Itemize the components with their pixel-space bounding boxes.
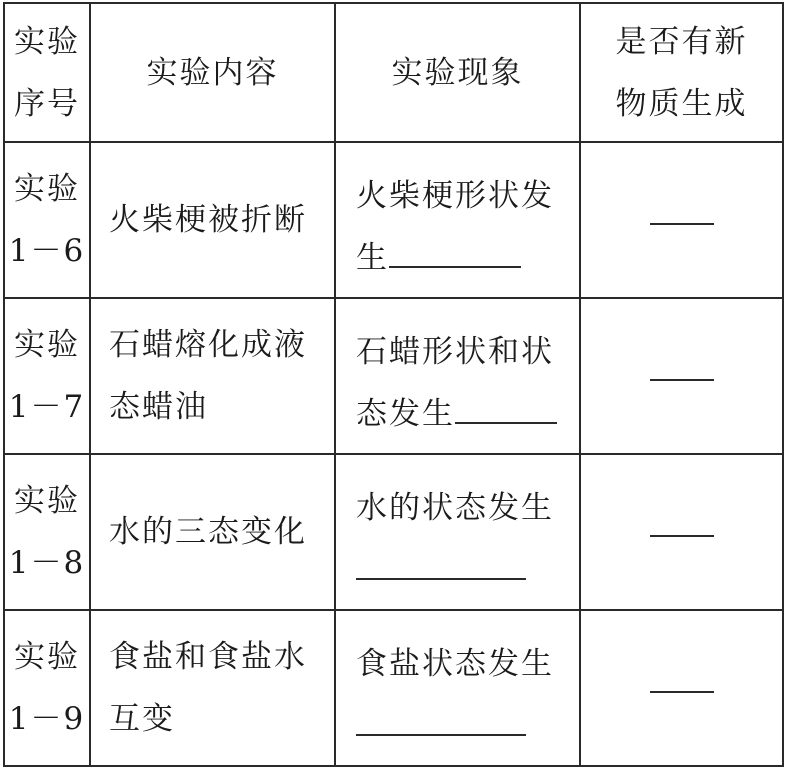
- row-new-substance: [580, 610, 783, 766]
- row-number: [4, 610, 90, 766]
- row-content: [90, 454, 335, 610]
- header-row: [4, 3, 783, 142]
- row-number-line2: 1－6: [8, 233, 86, 269]
- row-content-line1: 石蜡熔化成液: [109, 327, 307, 363]
- row-phenomenon: [335, 298, 580, 454]
- row-number: [4, 454, 90, 610]
- row-number: [4, 298, 90, 454]
- answer-blank[interactable]: [650, 379, 714, 381]
- row-number-line1: 实验: [14, 171, 80, 207]
- row-number-line2: 1－9: [8, 701, 86, 737]
- table-row: [4, 454, 783, 610]
- experiment-table: [3, 2, 784, 767]
- row-content-line2: 互变: [109, 701, 175, 737]
- row-phenomenon: [335, 610, 580, 766]
- header-new-substance-line2: 物质生成: [615, 85, 748, 122]
- row-content-line1: 火柴梗被折断: [109, 202, 307, 238]
- row-new-substance: [580, 298, 783, 454]
- row-phenomenon-line2: 态发生: [356, 396, 455, 432]
- row-phenomenon-line1: 石蜡形状和状: [356, 334, 554, 370]
- answer-blank[interactable]: [650, 223, 714, 225]
- answer-blank[interactable]: [356, 548, 526, 580]
- row-content: [90, 142, 335, 298]
- header-number: [4, 3, 90, 142]
- row-content-line1: 食盐和食盐水: [109, 639, 307, 675]
- answer-blank[interactable]: [650, 691, 714, 693]
- row-number-line1: 实验: [14, 327, 80, 363]
- answer-blank[interactable]: [389, 236, 521, 268]
- row-number-line1: 实验: [14, 483, 80, 519]
- row-number-line1: 实验: [14, 639, 80, 675]
- row-phenomenon-line1: 水的状态发生: [356, 490, 554, 526]
- row-content-line2: 态蜡油: [109, 389, 208, 425]
- row-number-line2: 1－8: [8, 545, 86, 581]
- row-phenomenon: [335, 142, 580, 298]
- header-new-substance-line1: 是否有新: [615, 23, 748, 60]
- row-number-line2: 1－7: [8, 389, 86, 425]
- header-phenomenon: 实验现象: [335, 3, 580, 142]
- row-phenomenon-line1: 火柴梗形状发: [356, 178, 554, 214]
- answer-blank[interactable]: [650, 535, 714, 537]
- header-number-line1: 实验: [14, 23, 80, 60]
- row-number: [4, 142, 90, 298]
- table-row: [4, 610, 783, 766]
- row-new-substance: [580, 454, 783, 610]
- table-row: [4, 142, 783, 298]
- header-new-substance: [580, 3, 783, 142]
- row-phenomenon-line2: 生: [356, 240, 389, 276]
- answer-blank[interactable]: [356, 704, 526, 736]
- row-content-line1: 水的三态变化: [109, 514, 307, 550]
- row-content: [90, 610, 335, 766]
- table-row: [4, 298, 783, 454]
- answer-blank[interactable]: [455, 392, 557, 424]
- row-phenomenon-line1: 食盐状态发生: [356, 646, 554, 682]
- row-content: [90, 298, 335, 454]
- row-new-substance: [580, 142, 783, 298]
- header-content: 实验内容: [90, 3, 335, 142]
- row-phenomenon: [335, 454, 580, 610]
- header-number-line2: 序号: [14, 85, 80, 122]
